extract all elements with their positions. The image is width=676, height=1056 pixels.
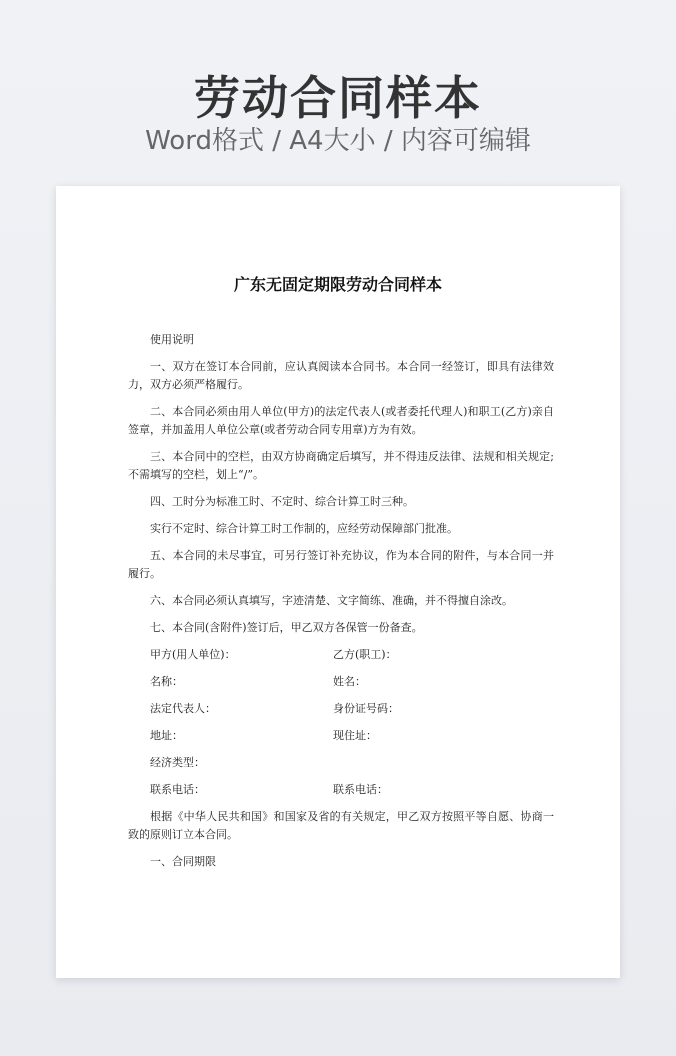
instruction-7: 七、本合同(含附件)签订后，甲乙双方各保管一份备查。: [150, 621, 423, 634]
field-current-address: 现住址：: [333, 729, 377, 742]
instruction-2: 二、本合同必须由用人单位(甲方)的法定代表人(或者委托代理人)和职工(乙方)亲自签章，并加盖用人单位公章(或者劳动合同专用章)方为有效。: [128, 405, 554, 436]
party-fields: [128, 646, 554, 799]
instruction-4-note: 实行不定时、综合计算工时工作制的，应经劳动保障部门批准。: [150, 522, 458, 535]
field-legal-rep: 法定代表人：: [150, 702, 216, 715]
legal-basis: 根据《中华人民共和国》和国家及省的有关规定，甲乙双方按照平等自愿、协商一致的原则订立本合同。: [128, 810, 554, 841]
instruction-6: 六、本合同必须认真填写，字迹清楚、文字简练、准确，并不得擅自涂改。: [150, 594, 513, 607]
field-phone-a: 联系电话：: [150, 783, 205, 796]
field-id-number: 身份证号码：: [333, 702, 399, 715]
field-party-a: 甲方(用人单位)：: [150, 648, 236, 661]
usage-heading: 使用说明: [150, 333, 194, 346]
field-phone-b: 联系电话：: [333, 783, 388, 796]
instruction-5: 五、本合同的未尽事宜，可另行签订补充协议，作为本合同的附件，与本合同一并履行。: [128, 549, 554, 580]
document-title: 广东无固定期限劳动合同样本: [233, 275, 442, 294]
document-page: [56, 186, 620, 978]
document-content: [128, 331, 554, 880]
section-contract-term: 一、合同期限: [150, 855, 216, 868]
instruction-1: 一、双方在签订本合同前，应认真阅读本合同书。本合同一经签订，即具有法律效力，双方必须严格履行。: [128, 360, 554, 391]
field-full-name: 姓名：: [333, 675, 366, 688]
field-empty: [333, 754, 554, 772]
instruction-4: 四、工时分为标准工时、不定时、综合计算工时三种。: [150, 495, 414, 508]
field-name: 名称：: [150, 675, 183, 688]
banner-subtitle: Word格式 / A4大小 / 内容可编辑: [145, 126, 531, 156]
instruction-3: 三、本合同中的空栏，由双方协商确定后填写，并不得违反法律、法规和相关规定;不需填写的空栏，划上“/”。: [128, 450, 554, 481]
banner-title: 劳动合同样本: [194, 71, 482, 125]
field-party-b: 乙方(职工)：: [333, 648, 397, 661]
field-address: 地址：: [150, 729, 183, 742]
field-economic-type: 经济类型：: [150, 756, 205, 769]
